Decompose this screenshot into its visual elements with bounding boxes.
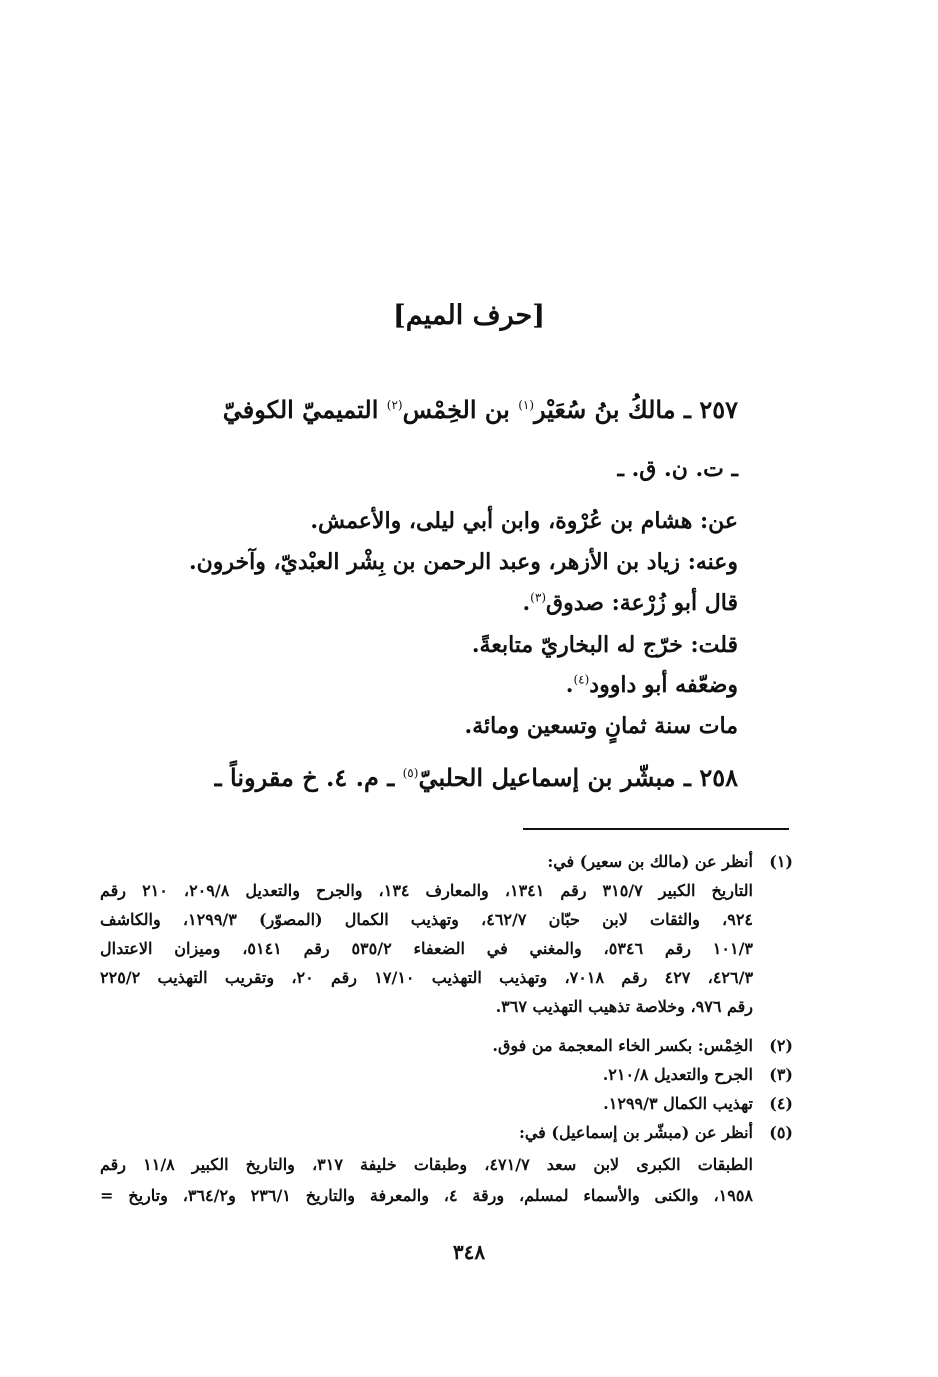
footnote-5 [100,1123,793,1147]
entry-heading-258 [110,763,738,792]
line-text: عن: هشام بن عُرْوة، وابن أبي ليلى، والأعمش. [310,508,738,534]
line-text: قال أبو زُرْعة: صدوق [546,590,738,616]
footnote-line [100,939,793,963]
footnote-ref: (٣) [530,590,546,605]
footnote-number: (٢) [769,1036,793,1055]
entry-heading-257 [110,395,738,424]
footnote-2 [100,1036,793,1060]
text-line [110,632,738,658]
footnote-ref: (١) [518,398,535,412]
footnote-text: أنظر عن (مبشّر بن إسماعيل) في: [518,1123,753,1142]
footnote-ref: (٤) [573,672,590,687]
footnote-text: ٤٢٦/٣، ٤٢٧ رقم ٧٠١٨، وتهذيب التهذيب ١٧/١٠ رقم ٢٠، وتقريب التهذيب ٢٢٥/٢ [100,968,754,987]
entry-number: ٢٥٨ [699,763,738,792]
footnote-line [100,881,793,905]
footnote-text: الجرح والتعديل ٢١٠/٨. [602,1065,753,1084]
footnote-line [100,1155,793,1179]
entry-codes: ـ ت. ن. ق. ـ [617,456,738,482]
entry-name-part: التميميّ الكوفيّ [222,395,387,424]
footnote-divider [523,828,789,830]
entry-number: ٢٥٧ [699,395,738,424]
footnote-line [100,910,793,934]
footnote-text: أنظر عن (مالك بن سعير) في: [547,852,753,871]
footnote-line [100,968,793,992]
footnote-4 [100,1094,793,1118]
entry-name-part: مبشّر بن إسماعيل الحلبيّ [418,763,676,792]
footnote-number: (٣) [769,1065,793,1084]
entry-dash: ـ [675,763,691,792]
footnote-ref: (٢) [386,398,403,412]
footnote-text: ١٠١/٣ رقم ٥٣٤٦، والمغني في الضعفاء ٥٣٥/٢ رقم ٥١٤١، وميزان الاعتدال [100,939,753,958]
section-title: [حرف الميم] [393,300,545,331]
line-text: مات سنة ثمانٍ وتسعين ومائة. [464,713,738,739]
line-text: وعنه: زياد بن الأزهر، وعبد الرحمن بن بِشْر العبْديّ، وآخرون. [188,549,738,575]
text-line [110,549,738,575]
footnote-text: الطبقات الكبرى لابن سعد ٤٧١/٧، وطبقات خليفة ٣١٧، والتاريخ الكبير ١١/٨ رقم [100,1155,754,1174]
footnote-line [100,1186,793,1210]
text-line [110,713,738,739]
footnote-text: الخِمْس: بكسر الخاء المعجمة من فوق. [492,1036,753,1055]
line-text: قلت: خرّج له البخاريّ متابعةً. [471,632,738,658]
text-line [110,672,738,698]
line-text: . [565,672,574,698]
footnote-1 [100,852,793,876]
footnote-line [100,997,793,1021]
footnote-ref: (٥) [402,766,419,780]
footnote-text: تهذيب الكمال ١٢٩٩/٣. [603,1094,753,1113]
page-number: ٣٤٨ [452,1240,486,1264]
footnote-text: ١٩٥٨، والكنى والأسماء لمسلم، ورقة ٤، والمعرفة والتاريخ ٢٣٦/١ و٣٦٤/٢، وتاريخ = [100,1186,753,1205]
entry-dash: ـ [675,395,691,424]
line-text: وضعّفه أبو داوود [589,672,738,698]
footnote-text: التاريخ الكبير ٣١٥/٧ رقم ١٣٤١، والمعارف ١٣٤، والجرح والتعديل ٢٠٩/٨، ٢١٠ رقم [100,881,753,900]
footnote-text: رقم ٩٧٦، وخلاصة تذهيب التهذيب ٣٦٧. [495,997,753,1016]
footnote-text: ٩٢٤، والثقات لابن حبّان ٤٦٢/٧، وتهذيب الكمال (المصوّر) ١٢٩٩/٣، والكاشف [100,910,754,929]
entry-name-part: بن الخِمْس [402,395,519,424]
text-line [110,508,738,534]
footnote-3 [100,1065,793,1089]
footnote-number: (٤) [769,1094,793,1113]
line-text: . [522,590,531,616]
entry-name-part: ـ م. ٤. خ مقروناً ـ [214,763,403,792]
footnote-number: (١) [769,852,793,871]
footnote-number: (٥) [769,1123,793,1142]
entry-name-part: مالكُ بنُ سُعَيْر [534,395,676,424]
text-line [110,590,738,616]
